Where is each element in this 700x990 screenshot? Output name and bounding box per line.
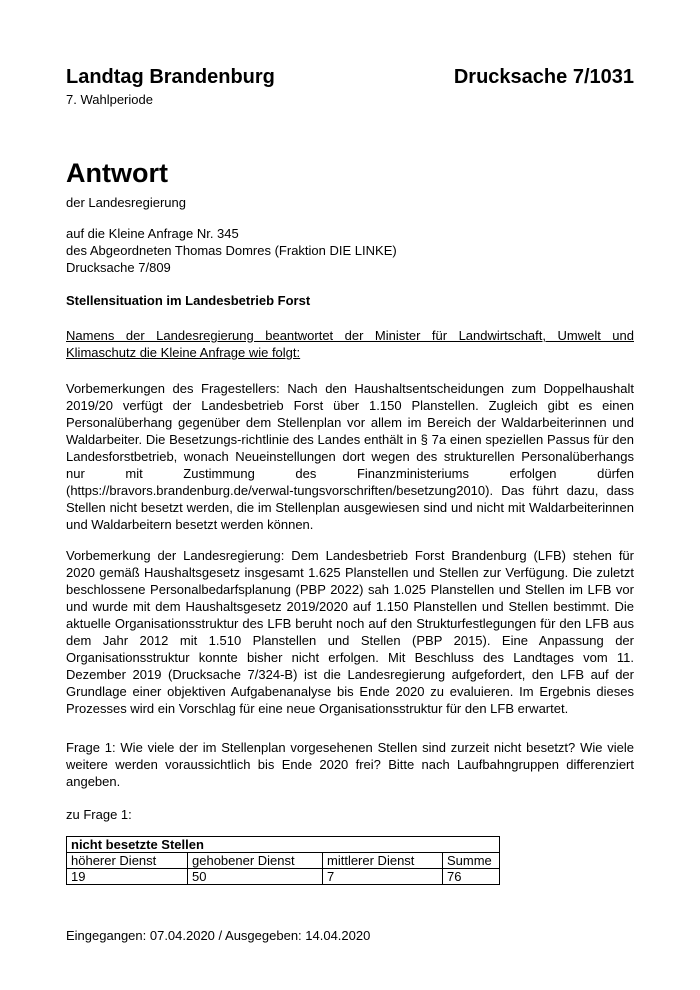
answer-label: zu Frage 1:	[66, 807, 132, 822]
inquiry-line: Drucksache 7/809	[66, 260, 171, 275]
table-header-cell: gehobener Dienst	[188, 853, 323, 869]
table-header-row	[67, 853, 500, 869]
page-subtitle: der Landesregierung	[66, 195, 186, 210]
question-1: Frage 1: Wie viele der im Stellenplan vorgesehenen Stellen sind zurzeit nicht besetzt? Wie viele weitere werden voraussichtlich bis Ende 2020 frei? Bitte nach Laufbahngruppen differenziert angeben.	[66, 740, 634, 789]
vacancy-table	[66, 836, 500, 885]
table-cell: 19	[67, 869, 188, 885]
table-header-cell: Summe	[443, 853, 500, 869]
inquiry-line: auf die Kleine Anfrage Nr. 345	[66, 226, 239, 241]
table-header-cell: höherer Dienst	[67, 853, 188, 869]
table-cell: 76	[443, 869, 500, 885]
document-number: Drucksache 7/1031	[453, 66, 634, 88]
table-header-cell: mittlerer Dienst	[323, 853, 443, 869]
intro-statement: Namens der Landesregierung beantwortet der Minister für Landwirtschaft, Umwelt und Klimaschutz die Kleine Anfrage wie folgt:	[66, 328, 634, 360]
table-cell: 50	[188, 869, 323, 885]
parliament-name: Landtag Brandenburg	[66, 66, 275, 88]
table-caption: nicht besetzte Stellen	[67, 837, 500, 853]
table-cell: 7	[323, 869, 443, 885]
table-row	[67, 869, 500, 885]
table-caption-row	[67, 837, 500, 853]
legislative-period: 7. Wahlperiode	[66, 92, 153, 107]
page-title: Antwort	[66, 158, 168, 188]
inquiry-line: des Abgeordneten Thomas Domres (Fraktion DIE LINKE)	[66, 243, 397, 258]
document-header	[66, 66, 634, 90]
questioner-preamble: Vorbemerkungen des Fragestellers: Nach den Haushaltsentscheidungen zum Doppelhaushalt 2019/20 verfügt der Landesbetrieb Forst über 1.150 Planstellen. Zugleich gibt es einen Personalüberhang gegenüber dem Stellenplan vor allem im Bereich der Waldarbeiterinnen und Waldarbeiter. Die Besetzungs-richtlinie des Landes enthält in § 7a einen speziellen Passus für den Landesforstbetrieb, wonach Neueinstellungen dort wegen des strukturellen Personalüberhangs nur mit Zustimmung des Finanzministeriums erfolgen dürfen (https://bravors.brandenburg.de/verwal-tungsvorschriften/besetzung2010). Das führt dazu, dass Stellen nicht besetzt werden, die im Stellenplan ausgewiesen sind und nicht mit Waldarbeiterinnen und Waldarbeitern besetzt werden können.	[66, 381, 634, 532]
government-preamble: Vorbemerkung der Landesregierung: Dem Landesbetrieb Forst Brandenburg (LFB) stehen für 2020 gemäß Haushaltsgesetz insgesamt 1.625 Planstellen und Stellen zur Verfügung. Die zuletzt beschlossene Personalbedarfsplanung (PBP 2022) sah 1.025 Planstellen und Stellen im LFB vor und wurde mit dem Haushaltsgesetz 2019/2020 auf 1.150 Planstellen und Stellen bestimmt. Die aktuelle Organisationsstruktur des LFB beruht noch auf den Strukturfestlegungen für den LFB aus dem Jahr 2012 mit 1.510 Planstellen und Stellen (PBP 2015). Eine Anpassung der Organisationsstruktur konnte bisher nicht erfolgen. Mit Beschluss des Landtages vom 11. Dezember 2019 (Drucksache 7/324-B) ist die Landesregierung aufgefordert, den LFB auf der Grundlage einer objektiven Aufgabenanalyse bis Ende 2020 zu evaluieren. Im Ergebnis dieses Prozesses wird ein Vorschlag für eine neue Organisationsstruktur für den LFB erwartet.	[66, 548, 634, 716]
issue-dates: Eingegangen: 07.04.2020 / Ausgegeben: 14.04.2020	[66, 928, 371, 943]
topic-heading: Stellensituation im Landesbetrieb Forst	[66, 293, 311, 308]
inquiry-reference	[66, 225, 634, 276]
